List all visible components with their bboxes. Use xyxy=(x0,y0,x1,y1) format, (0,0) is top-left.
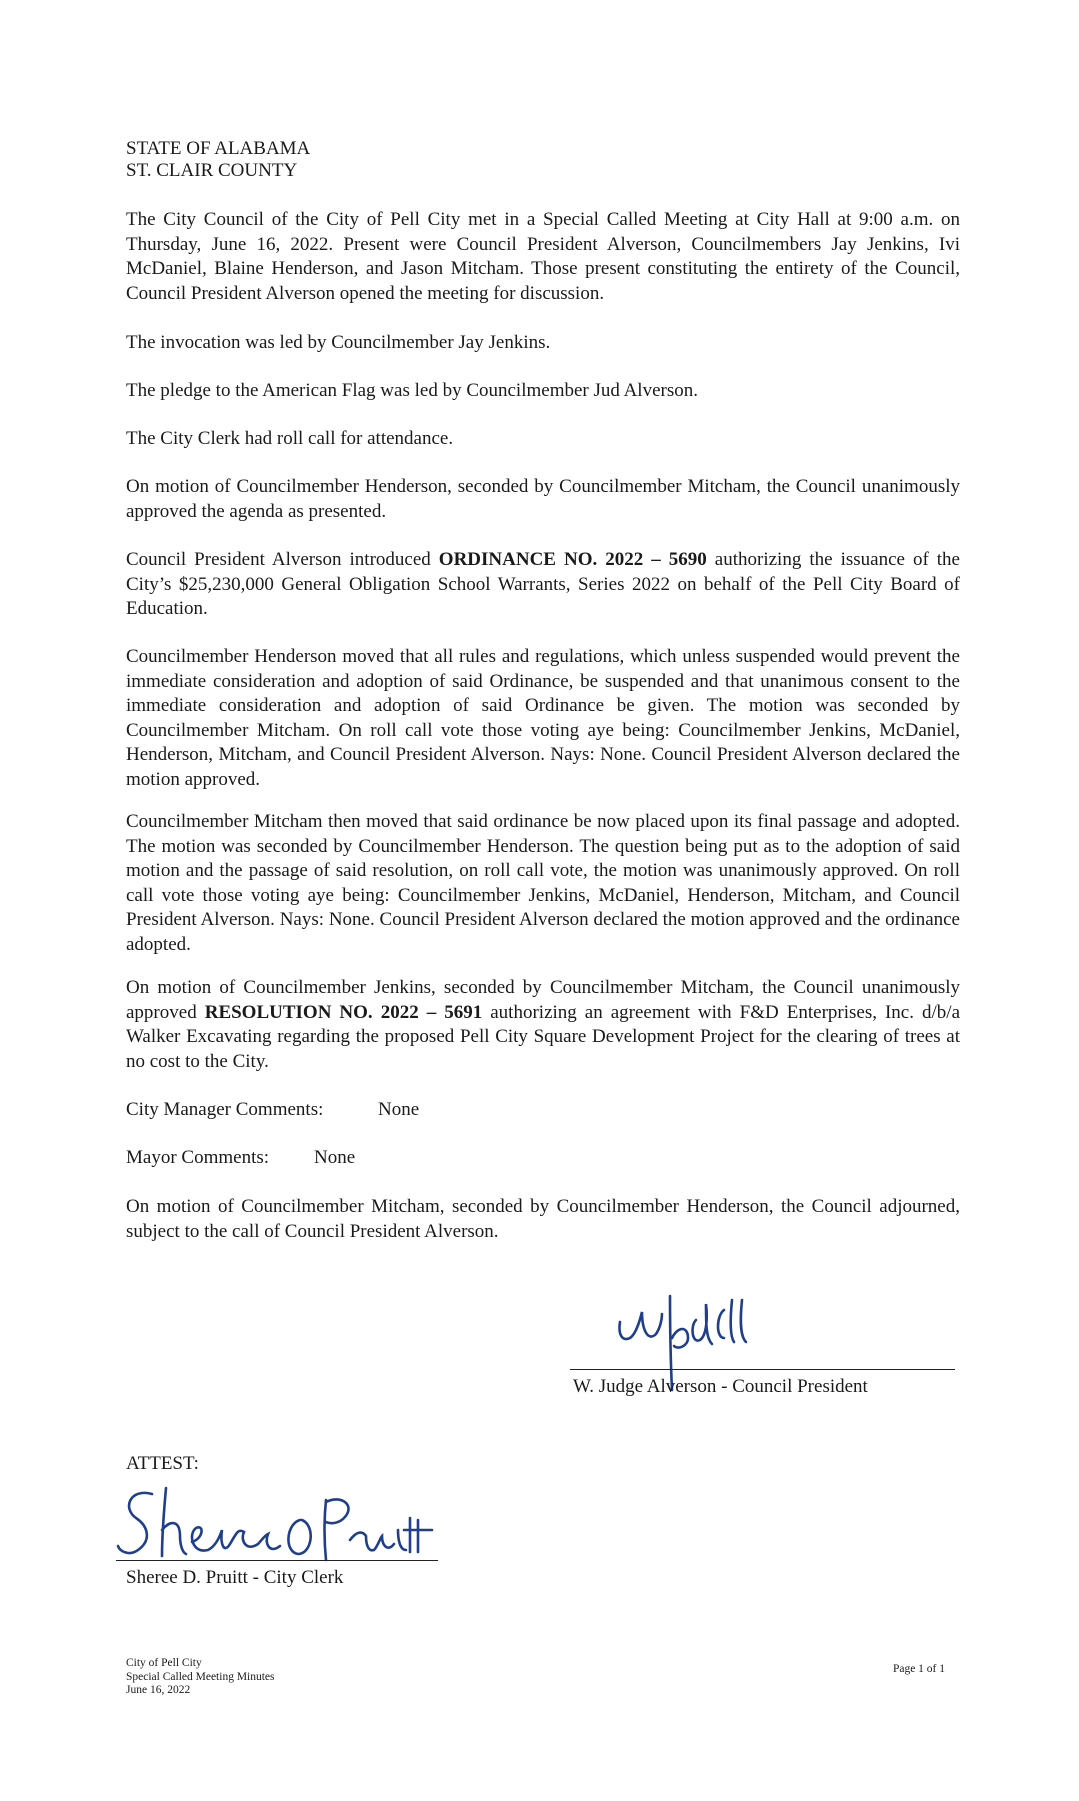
state-heading: STATE OF ALABAMA xyxy=(126,138,311,159)
resolution-number: RESOLUTION NO. 2022 – 5691 xyxy=(204,1001,483,1023)
suspend-rules-paragraph: Councilmember Henderson moved that all rules and regulations, which unless suspended would prevent the immediate consideration and adoption of said Ordinance, be suspended and that unanimous consent to the immediate consideration and adoption of said Ordinance be given. The motion was seconded by Councilmember Mitcham. On roll call vote those voting aye being: Councilmember Jenkins, McDaniel, Henderson, Mitcham, and Council President Alverson. Nays: None. Council President Alverson declared the motion approved. xyxy=(126,646,960,790)
ordinance-intro-text: Council President Alverson introduced xyxy=(126,549,439,570)
county-heading: ST. CLAIR COUNTY xyxy=(126,160,298,181)
president-signature-line xyxy=(570,1369,955,1370)
final-passage-paragraph: Councilmember Mitcham then moved that said ordinance be now placed upon its final passage and adopted. The motion was seconded by Councilmember Henderson. The question being put as to the adoption of said motion and the passage of said resolution, on roll call vote, the motion was unanimously approved. On roll call vote those voting aye being: Councilmember Jenkins, McDaniel, Henderson, Mitcham, and Council President Alverson. Nays: None. Council President Alverson declared the motion approved and the ordinance adopted. xyxy=(126,811,960,955)
footer-meeting-type: Special Called Meeting Minutes xyxy=(126,1670,275,1683)
clerk-signature xyxy=(112,1480,432,1570)
adjournment-paragraph: On motion of Councilmember Mitcham, seconded by Councilmember Henderson, the Council adjourned, subject to the call of Council President Alverson. xyxy=(126,1196,960,1242)
agenda-approval-paragraph: On motion of Councilmember Henderson, seconded by Councilmember Mitcham, the Council unanimously approved the agenda as presented. xyxy=(126,476,960,522)
ordinance-description: authorizing the issuance of the City’s $25,230,000 General Obligation School Warrants, Series 2022 on behalf of the Pell City Board of Education. xyxy=(126,549,960,619)
city-manager-comments xyxy=(126,1098,960,1123)
mayor-value: None xyxy=(314,1147,356,1168)
city-manager-value: None xyxy=(378,1099,420,1120)
attest-label: ATTEST: xyxy=(126,1453,199,1474)
footer-date: June 16, 2022 xyxy=(126,1684,191,1696)
ordinance-introduction-paragraph xyxy=(126,548,960,622)
resolution-intro-text: On motion of Councilmember Jenkins, seconded by Councilmember Mitcham, the Council unanimously approved xyxy=(126,977,960,1023)
meeting-intro-paragraph: The City Council of the City of Pell City met in a Special Called Meeting at City Hall at 9:00 a.m. on Thursday, June 16, 2022. Present were Council President Alverson, Councilmembers Jay Jenkins, Ivi McDaniel, Blaine Henderson, and Jason Mitcham. Those present constituting the entirety of the Council, Council President Alverson opened the meeting for discussion. xyxy=(126,209,960,304)
pledge-paragraph: The pledge to the American Flag was led by Councilmember Jud Alverson. xyxy=(126,380,698,401)
document-header xyxy=(126,138,960,182)
page-number: Page 1 of 1 xyxy=(892,1663,945,1675)
invocation-paragraph: The invocation was led by Councilmember Jay Jenkins. xyxy=(126,332,551,353)
ordinance-number: ORDINANCE NO. 2022 – 5690 xyxy=(438,549,707,570)
resolution-paragraph xyxy=(126,976,960,1074)
roll-call-paragraph: The City Clerk had roll call for attendance. xyxy=(126,428,454,449)
footer-city: City of Pell City xyxy=(126,1657,202,1669)
mayor-comments xyxy=(126,1146,960,1171)
mayor-label: Mayor Comments: xyxy=(126,1147,270,1168)
clerk-signature-line xyxy=(116,1560,438,1561)
city-manager-label: City Manager Comments: xyxy=(126,1099,324,1120)
president-name-title: W. Judge Alverson - Council President xyxy=(573,1376,868,1397)
clerk-name-title: Sheree D. Pruitt - City Clerk xyxy=(126,1567,344,1588)
footer-left xyxy=(126,1657,275,1698)
resolution-description: authorizing an agreement with F&D Enterprises, Inc. d/b/a Walker Excavating regarding the proposed Pell City Square Development Project for the clearing of trees at no cost to the City. xyxy=(126,1001,960,1072)
